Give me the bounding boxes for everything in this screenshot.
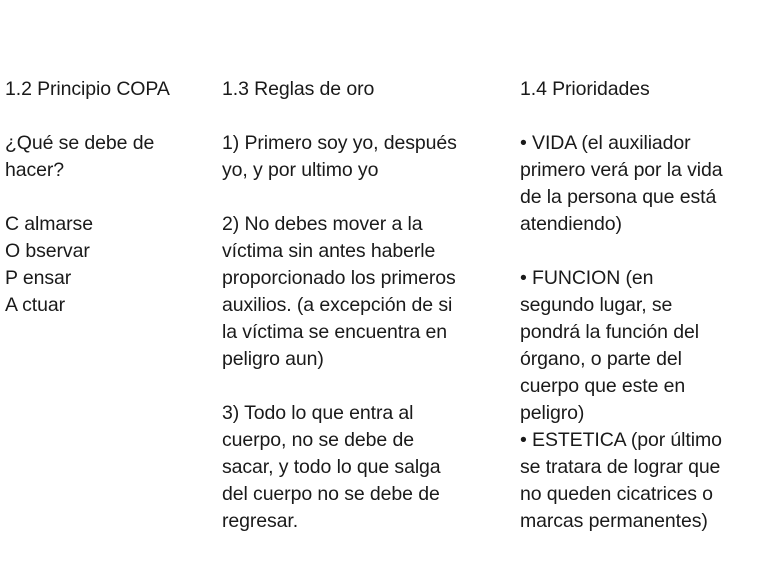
- prioridad-line: pondrá la función del: [520, 321, 699, 343]
- copa-column: [5, 76, 210, 319]
- regla-3: [222, 400, 507, 535]
- regla-1: [222, 130, 507, 184]
- prioridad-line: segundo lugar, se: [520, 294, 673, 316]
- prioridad-line: • ESTETICA (por último: [520, 429, 722, 451]
- prioridad-line: • FUNCION (en: [520, 267, 654, 289]
- regla-line: regresar.: [222, 510, 299, 532]
- prioridad-line: se tratara de lograr que: [520, 456, 721, 478]
- copa-question-line: ¿Qué se debe de: [5, 132, 155, 154]
- prioridad-line: órgano, o parte del: [520, 348, 682, 370]
- copa-item-observar: O bservar: [5, 240, 90, 262]
- reglas-heading: 1.3 Reglas de oro: [222, 78, 375, 100]
- copa-question: [5, 130, 210, 184]
- copa-heading: 1.2 Principio COPA: [5, 78, 170, 100]
- copa-item-calmarse: C almarse: [5, 213, 93, 235]
- copa-list: [5, 211, 210, 319]
- copa-question-line: hacer?: [5, 159, 65, 181]
- prioridad-funcion: [520, 265, 765, 427]
- prioridades-heading: 1.4 Prioridades: [520, 78, 650, 100]
- regla-2: [222, 211, 507, 373]
- prioridad-line: primero verá por la vida: [520, 159, 723, 181]
- copa-item-pensar: P ensar: [5, 267, 72, 289]
- prioridad-line: de la persona que está: [520, 186, 717, 208]
- copa-item-actuar: A ctuar: [5, 294, 65, 316]
- prioridad-line: • VIDA (el auxiliador: [520, 132, 691, 154]
- prioridad-vida: [520, 130, 765, 238]
- reglas-column: [222, 76, 507, 535]
- regla-line: proporcionado los primeros: [222, 267, 456, 289]
- regla-line: 3) Todo lo que entra al: [222, 402, 414, 424]
- regla-line: sacar, y todo lo que salga: [222, 456, 441, 478]
- prioridad-line: marcas permanentes): [520, 510, 708, 532]
- prioridad-line: cuerpo que este en: [520, 375, 686, 397]
- regla-line: la víctima se encuentra en: [222, 321, 448, 343]
- regla-line: del cuerpo no se debe de: [222, 483, 440, 505]
- prioridad-line: no queden cicatrices o: [520, 483, 713, 505]
- regla-line: 1) Primero soy yo, después: [222, 132, 457, 154]
- prioridad-estetica: [520, 427, 765, 535]
- prioridad-line: atendiendo): [520, 213, 622, 235]
- prioridades-column: [520, 76, 765, 535]
- regla-line: peligro aun): [222, 348, 324, 370]
- regla-line: 2) No debes mover a la: [222, 213, 423, 235]
- prioridad-line: peligro): [520, 402, 585, 424]
- regla-line: yo, y por ultimo yo: [222, 159, 379, 181]
- regla-line: cuerpo, no se debe de: [222, 429, 414, 451]
- regla-line: auxilios. (a excepción de si: [222, 294, 453, 316]
- regla-line: víctima sin antes haberle: [222, 240, 436, 262]
